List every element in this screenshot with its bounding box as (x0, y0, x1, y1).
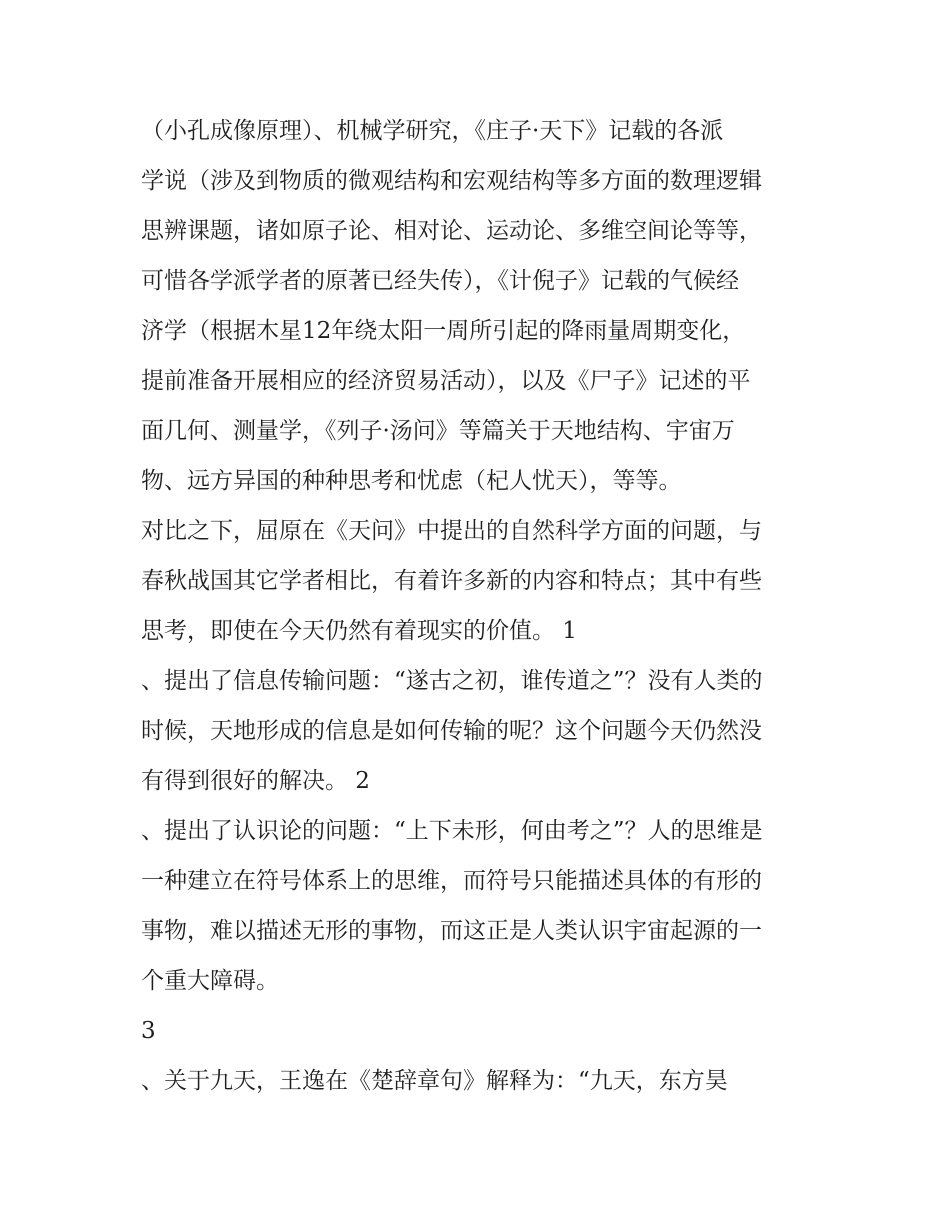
text-line: 3 (141, 1018, 156, 1044)
text-line: 一种建立在符号体系上的思维，而符号只能描述具体的有形的 (141, 868, 762, 894)
text-line: 有得到很好的解决。 2 (141, 768, 370, 794)
text-line: 事物，难以描述无形的事物，而这正是人类认识宇宙起源的一 (141, 918, 762, 944)
text-line: 对比之下，屈原在《天问》中提出的自然科学方面的问题，与 (141, 518, 762, 544)
text-line: 物、远方异国的种种思考和忧虑（杞人忧天），等等。 (141, 468, 682, 494)
text-line: 个重大障碍。 (141, 968, 279, 994)
text-line: 思辨课题，诸如原子论、相对论、运动论、多维空间论等等， (141, 218, 762, 244)
text-line: 可惜各学派学者的原著已经失传），《计倪子》记载的气候经 (141, 268, 739, 294)
text-line: 、提出了信息传输问题：“遂古之初，谁传道之”？没有人类的 (141, 668, 763, 694)
text-line: （小孔成像原理）、机械学研究，《庄子·天下》记载的各派 (141, 118, 724, 144)
text-line: 思考，即使在今天仍然有着现实的价值。 1 (141, 618, 577, 644)
text-line: 提前准备开展相应的经济贸易活动），以及《尸子》记述的平 (141, 368, 751, 394)
text-line: 面几何、测量学，《列子·汤问》等篇关于天地结构、宇宙万 (141, 418, 735, 444)
text-line: 、关于九天，王逸在《楚辞章句》解释为：“九天，东方昊 (141, 1068, 728, 1094)
text-line: 春秋战国其它学者相比，有着许多新的内容和特点；其中有些 (141, 568, 762, 594)
text-line: 、提出了认识论的问题：“上下未形，何由考之”？人的思维是 (141, 818, 763, 844)
text-line: 学说（涉及到物质的微观结构和宏观结构等多方面的数理逻辑 (141, 168, 762, 194)
text-line: 济学（根据木星12年绕太阳一周所引起的降雨量周期变化， (141, 318, 746, 344)
text-line: 时候，天地形成的信息是如何传输的呢？这个问题今天仍然没 (141, 718, 762, 744)
